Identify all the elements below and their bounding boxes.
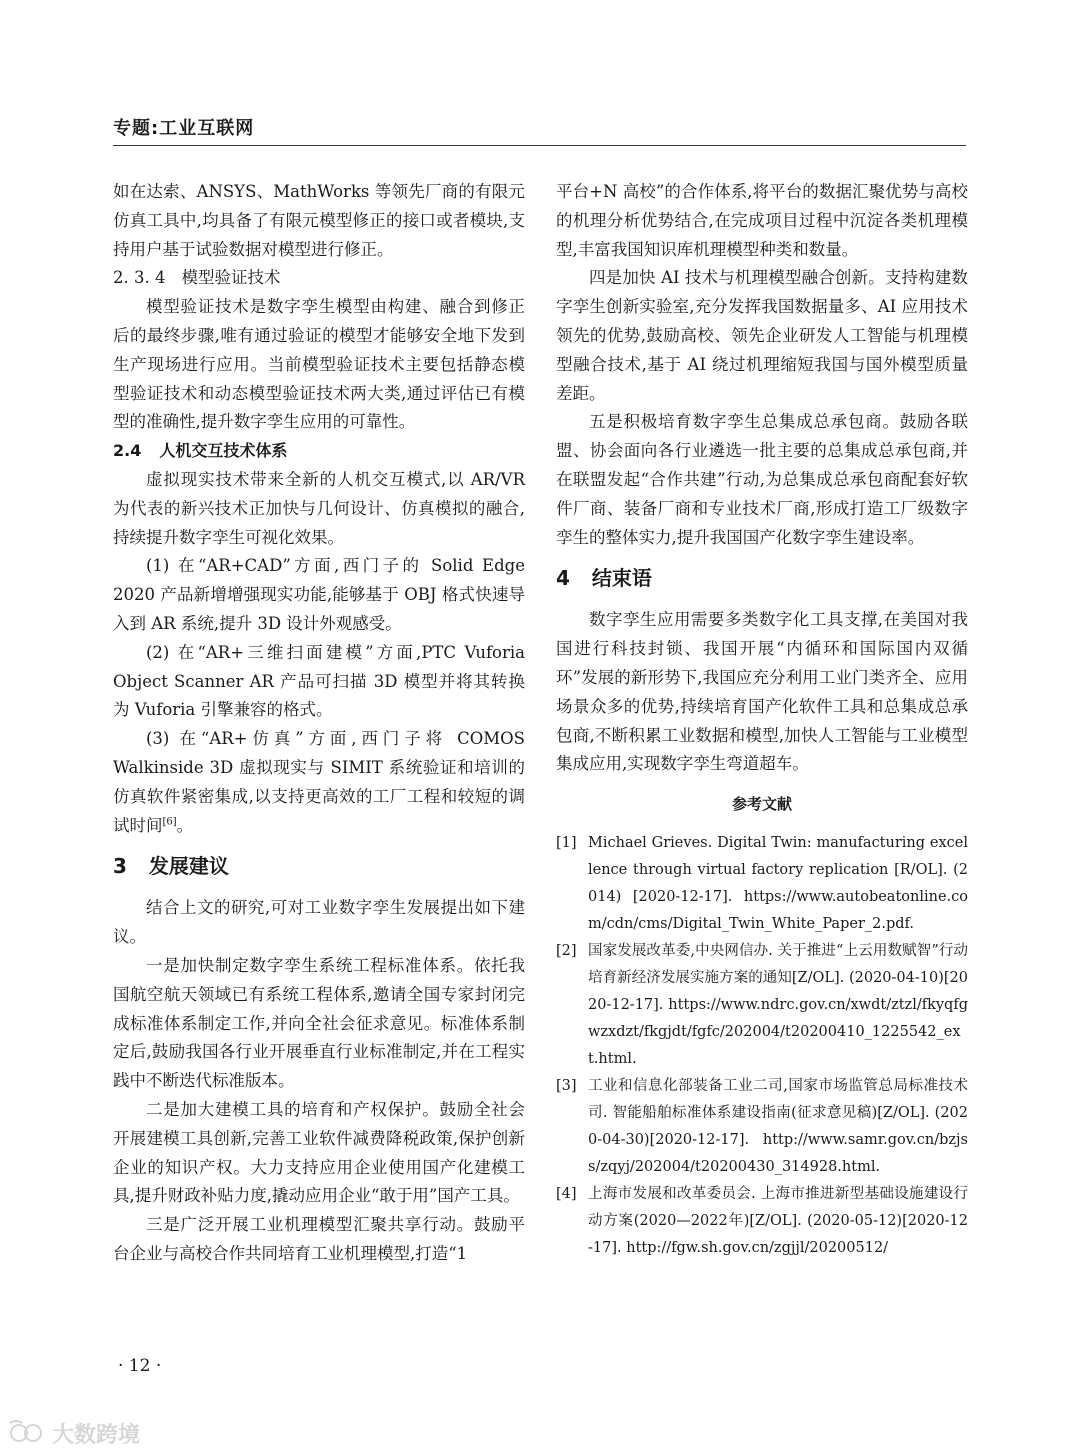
reference-item (556, 1181, 968, 1262)
heading-number: 2.4 (113, 441, 142, 461)
paragraph-ar-sim (113, 725, 525, 840)
references-list (556, 830, 968, 1262)
heading-2-4 (113, 437, 525, 466)
paragraph-model-validation: 模型验证技术是数字孪生模型由构建、融合到修正后的最终步骤,唯有通过验证的模型才能够安全地下发到生产现场进行应用。当前模型验证技术主要包括静态模型验证技术和动态模型验证技术两大类,通过评估已有模型的准确性,提升数字孪生应用的可靠性。 (113, 297, 525, 432)
heading-title: 人机交互技术体系 (159, 441, 288, 461)
reference-item (556, 830, 968, 938)
page-number: · 12 · (118, 1356, 162, 1376)
reference-text: 上海市发展和改革委员会. 上海市推进新型基础设施建设行动方案(2020—2022年)[Z/OL]. (2020-05-12)[2020-12-17]. http://fgw.sh.gov.cn/zgjjl/20200512/ (588, 1186, 968, 1257)
heading-title: 发展建议 (148, 854, 229, 879)
paragraph-end: 。 (176, 815, 194, 835)
heading-3 (113, 852, 525, 880)
heading-4 (556, 564, 968, 592)
paragraph-suggestion-3: 三是广泛开展工业机理模型汇聚共享行动。鼓励平台企业与高校合作共同培育工业机理模型,打造“1 (113, 1215, 525, 1263)
reference-number: [3] (556, 1078, 577, 1095)
citation-ref[interactable]: [6] (162, 816, 177, 828)
heading-2-3-4 (113, 264, 525, 293)
reference-number: [1] (556, 835, 577, 852)
paragraph-suggestion-2: 二是加大建模工具的培育和产权保护。鼓励全社会开展建模工具创新,完善工业软件减费降税政策,保护创新企业的知识产权。大力支持应用企业使用国产化建模工具,提升财政补贴力度,撬动应用企业“敢于用”国产工具。 (113, 1099, 525, 1206)
reference-number: [4] (556, 1186, 577, 1203)
right-column (556, 178, 968, 1262)
paragraph-ar-cad: (1) 在“AR+CAD”方面,西门子的 Solid Edge 2020 产品新增增强现实功能,能够基于 OBJ 格式快速导入到 AR 系统,提升 3D 设计外观感受。 (113, 556, 525, 633)
heading-title: 模型验证技术 (181, 268, 281, 288)
paragraph-ar-scan: (2) 在“AR+三维扫面建模”方面,PTC Vuforia Object Scanner AR 产品可扫描 3D 模型并将其转换为 Vuforia 引擎兼容的格式。 (113, 642, 525, 720)
paragraph-suggestion-4: 四是加快 AI 技术与机理模型融合创新。支持构建数字孪生创新实验室,充分发挥我国数据量多、AI 应用技术领先的优势,鼓励高校、领先企业研发人工智能与机理模型融合技术,基于 AI 绕过机理缩短我国与国外模型质量差距。 (556, 268, 968, 403)
paragraph-hci: 虚拟现实技术带来全新的人机交互模式,以 AR/VR 为代表的新兴技术正加快与几何设计、仿真模拟的融合,持续提升数字孪生可视化效果。 (113, 469, 525, 547)
heading-number: 4 (556, 566, 570, 591)
header-divider (113, 145, 966, 146)
paragraph-intro: 如在达索、ANSYS、MathWorks 等领先厂商的有限元仿真工具中,均具备了有限元模型修正的接口或者模块,支持用户基于试验数据对模型进行修正。 (113, 182, 525, 259)
reference-number: [2] (556, 943, 577, 960)
journal-header: 专题:工业互联网 (113, 118, 255, 139)
watermark-text: 大数跨境 (52, 1423, 141, 1448)
reference-item (556, 938, 968, 1073)
reference-text: 国家发展改革委,中央网信办. 关于推进“上云用数赋智”行动 培育新经济发展实施方案的通知[Z/OL]. (2020-04-10)[2020-12-17]. https://www.ndrc.gov.cn/xwdt/ztzl/fkyqfgwzxdzt/fkgjdt/fgfc/202004/t20200410_1225542_ext.html. (588, 943, 968, 1068)
paragraph-text: (3) 在“AR+仿真”方面,西门子将 COMOS Walkinside 3D 虚拟现实与 SIMIT 系统验证和培训的仿真软件紧密集成,以支持更高效的工厂工程和较短的调试时间 (113, 729, 525, 835)
watermark-logo-icon (8, 1419, 48, 1449)
reference-item (556, 1073, 968, 1181)
paragraph-suggestion-1: 一是加快制定数字孪生系统工程标准体系。依托我国航空航天领域已有系统工程体系,邀请全国专家封闭完成标准体系制定工作,并向全社会征求意见。标准体系制定后,鼓励我国各行业开展垂直行业标准制定,并在工程实践中不断迭代标准版本。 (113, 955, 525, 1091)
watermark (8, 1418, 140, 1449)
references-title: 参考文献 (731, 795, 792, 814)
paragraph-suggestion-5: 五是积极培育数字孪生总集成总承包商。鼓励各联盟、协会面向各行业遴选一批主要的总集成总承包商,并在联盟发起“合作共建”行动,为总集成总承包商配套好软件厂商、装备厂商和专业技术厂商,形成打造工厂级数字孪生的整体实力,提升我国国产化数字孪生建设率。 (556, 412, 968, 547)
reference-text: Michael Grieves. Digital Twin: manufacturing excellence through virtual factory replication [R/OL]. (2014) [2020-12-17]. https://www.autobeatonline.com/cdn/cms/Digital_Twin_White_Paper_2.pdf. (588, 835, 968, 933)
left-column (113, 178, 525, 1269)
paragraph-conclusion: 数字孪生应用需要多类数字化工具支撑,在美国对我国进行科技封锁、我国开展“内循环和国际国内双循环”发展的新形势下,我国应充分利用工业门类齐全、应用场景众多的优势,持续培育国产化软件工具和总集成总承包商,不断积累工业数据和模型,加快人工智能与工业模型集成应用,实现数字孪生弯道超车。 (556, 610, 968, 774)
heading-title: 结束语 (591, 566, 652, 591)
heading-number: 2. 3. 4 (113, 268, 166, 288)
reference-text: 工业和信息化部装备工业二司,国家市场监管总局标准技术司. 智能船舶标准体系建设指南(征求意见稿)[Z/OL]. (2020-04-30)[2020-12-17]. http://www.samr.gov.cn/bzjss/zqyj/202004/t20200430_314928.html. (588, 1078, 968, 1176)
heading-number: 3 (113, 854, 127, 879)
paragraph-suggestions-intro: 结合上文的研究,可对工业数字孪生发展提出如下建议。 (113, 898, 525, 947)
paragraph-suggestion-3-cont: 平台+N 高校”的合作体系,将平台的数据汇聚优势与高校的机理分析优势结合,在完成项目过程中沉淀各类机理模型,丰富我国知识库机理模型种类和数量。 (556, 182, 968, 259)
